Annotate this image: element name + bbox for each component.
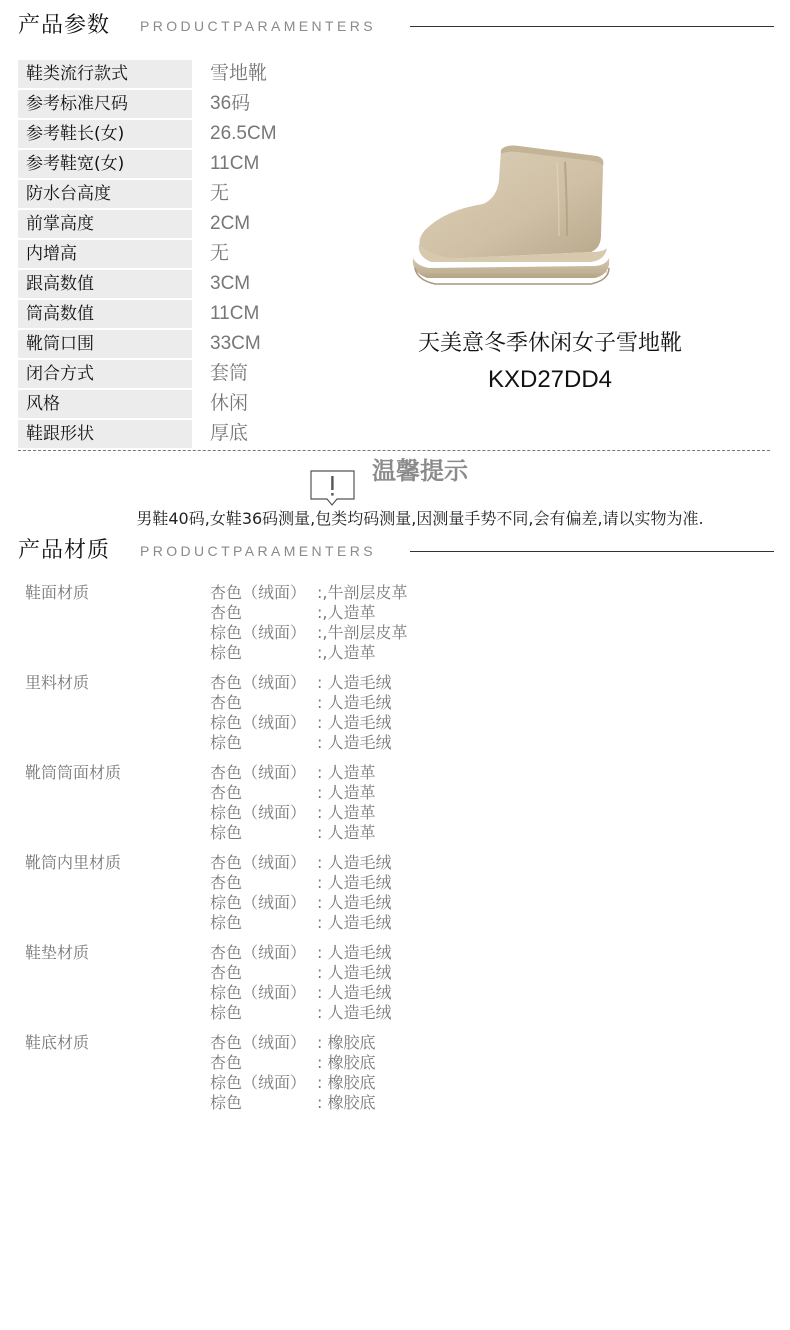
material-color: 棕色（绒面） [210, 1073, 307, 1092]
materials-list [25, 583, 725, 1123]
material-color: 棕色 [210, 913, 243, 932]
material-value: : 橡胶底 [317, 1033, 376, 1052]
dashed-divider [18, 450, 770, 451]
material-color: 棕色（绒面） [210, 713, 307, 732]
material-value: : 橡胶底 [317, 1053, 376, 1072]
param-value: 无 [210, 183, 230, 204]
param-key: 跟高数值 [18, 270, 192, 298]
tip-title: 温馨提示 [372, 457, 468, 485]
material-color: 杏色（绒面） [210, 673, 307, 692]
param-row [18, 299, 398, 329]
param-value: 11CM [210, 303, 260, 324]
material-color: 棕色 [210, 823, 243, 842]
section-header-params [18, 8, 774, 44]
material-value: : 人造革 [317, 763, 376, 782]
material-value: : 人造毛绒 [317, 983, 392, 1002]
material-color: 杏色（绒面） [210, 1033, 307, 1052]
material-value: : 人造毛绒 [317, 733, 392, 752]
section-title: 产品材质 [18, 538, 111, 563]
param-row [18, 329, 398, 359]
param-key: 靴筒口围 [18, 330, 192, 358]
param-value: 雪地靴 [210, 63, 268, 84]
param-value: 33CM [210, 333, 261, 354]
material-value: : 人造毛绒 [317, 913, 392, 932]
material-value: : 人造毛绒 [317, 693, 392, 712]
exclamation-speech-icon [310, 470, 355, 508]
material-color: 杏色 [210, 873, 243, 892]
material-color: 杏色（绒面） [210, 763, 307, 782]
material-value: : 人造革 [317, 783, 376, 802]
param-row [18, 239, 398, 269]
param-value: 3CM [210, 273, 251, 294]
material-value: :,人造革 [317, 643, 376, 662]
material-group [25, 583, 725, 673]
material-value: : 人造毛绒 [317, 1003, 392, 1022]
material-value: :,牛剖层皮革 [317, 583, 408, 602]
material-value: : 人造革 [317, 823, 376, 842]
material-value: : 人造毛绒 [317, 853, 392, 872]
param-value: 无 [210, 243, 230, 264]
param-key: 鞋跟形状 [18, 420, 192, 448]
material-value: : 人造毛绒 [317, 713, 392, 732]
param-key: 筒高数值 [18, 300, 192, 328]
param-value: 套筒 [210, 363, 249, 384]
material-group [25, 1033, 725, 1123]
section-subtitle: PRODUCTPARAMENTERS [140, 543, 376, 559]
param-row [18, 359, 398, 389]
material-key: 鞋面材质 [25, 583, 90, 602]
param-key: 参考鞋宽(女) [18, 150, 192, 178]
material-key: 里料材质 [25, 673, 90, 692]
material-color: 棕色（绒面） [210, 623, 307, 642]
material-color: 杏色 [210, 963, 243, 982]
material-color: 棕色 [210, 1003, 243, 1022]
param-row [18, 269, 398, 299]
material-color: 杏色（绒面） [210, 853, 307, 872]
material-value: : 橡胶底 [317, 1073, 376, 1092]
material-value: : 人造毛绒 [317, 873, 392, 892]
material-color: 杏色（绒面） [210, 943, 307, 962]
param-key: 参考标准尺码 [18, 90, 192, 118]
param-value: 11CM [210, 153, 260, 174]
param-value: 2CM [210, 213, 251, 234]
material-color: 棕色 [210, 733, 243, 752]
param-value: 厚底 [210, 423, 249, 444]
param-value: 26.5CM [210, 123, 277, 144]
material-color: 杏色 [210, 603, 243, 622]
param-row [18, 419, 398, 449]
param-key: 鞋类流行款式 [18, 60, 192, 88]
param-row [18, 89, 398, 119]
param-value: 休闲 [210, 393, 249, 414]
material-color: 棕色 [210, 1093, 243, 1112]
param-value: 36码 [210, 93, 251, 114]
material-group [25, 763, 725, 853]
material-value: : 橡胶底 [317, 1093, 376, 1112]
material-key: 鞋底材质 [25, 1033, 90, 1052]
param-row [18, 149, 398, 179]
tip-text: 男鞋40码,女鞋36码测量,包类均码测量,因测量手势不同,会有偏差,请以实物为准. [136, 509, 704, 528]
section-header-materials [18, 533, 774, 569]
divider-line [410, 551, 774, 552]
material-color: 棕色（绒面） [210, 983, 307, 1002]
material-color: 杏色 [210, 1053, 243, 1072]
material-value: : 人造毛绒 [317, 963, 392, 982]
material-color: 棕色（绒面） [210, 803, 307, 822]
material-value: :,牛剖层皮革 [317, 623, 408, 642]
param-key: 风格 [18, 390, 192, 418]
params-table [18, 59, 398, 449]
material-color: 棕色（绒面） [210, 893, 307, 912]
material-key: 鞋垫材质 [25, 943, 90, 962]
material-group [25, 673, 725, 763]
param-row [18, 389, 398, 419]
param-row [18, 59, 398, 89]
param-key: 内增高 [18, 240, 192, 268]
param-key: 前掌高度 [18, 210, 192, 238]
material-value: : 人造毛绒 [317, 893, 392, 912]
param-key: 参考鞋长(女) [18, 120, 192, 148]
product-code: KXD27DD4 [487, 366, 613, 393]
param-row [18, 179, 398, 209]
param-row [18, 119, 398, 149]
param-key: 防水台高度 [18, 180, 192, 208]
material-color: 棕色 [210, 643, 243, 662]
divider-line [410, 26, 774, 27]
material-group [25, 943, 725, 1033]
snow-boot-image [405, 140, 615, 292]
section-title: 产品参数 [18, 13, 111, 38]
material-value: : 人造革 [317, 803, 376, 822]
material-color: 杏色 [210, 783, 243, 802]
material-value: : 人造毛绒 [317, 673, 392, 692]
material-value: :,人造革 [317, 603, 376, 622]
material-value: : 人造毛绒 [317, 943, 392, 962]
material-color: 杏色 [210, 693, 243, 712]
material-color: 杏色（绒面） [210, 583, 307, 602]
material-group [25, 853, 725, 943]
param-key: 闭合方式 [18, 360, 192, 388]
param-row [18, 209, 398, 239]
material-key: 靴筒内里材质 [25, 853, 122, 872]
product-name: 天美意冬季休闲女子雪地靴 [417, 331, 682, 356]
material-key: 靴筒筒面材质 [25, 763, 122, 782]
section-subtitle: PRODUCTPARAMENTERS [140, 18, 376, 34]
